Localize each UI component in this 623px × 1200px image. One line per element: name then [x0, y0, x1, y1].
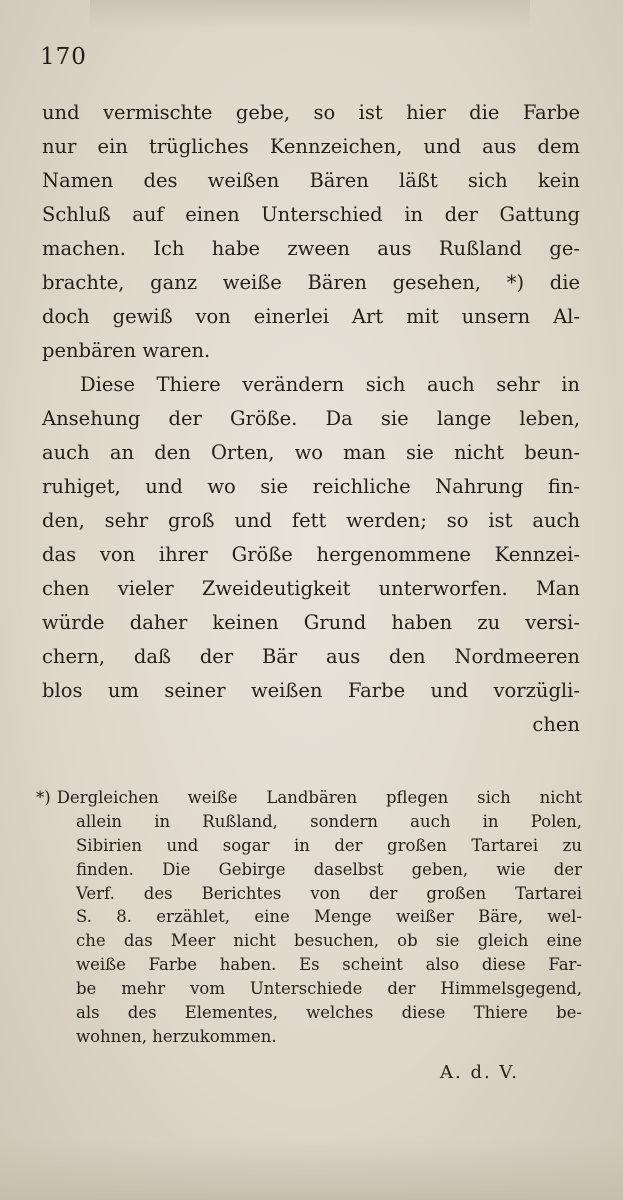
text-line: Ansehung der Größe. Da sie lange leben, [42, 407, 580, 430]
footnote-line [36, 786, 582, 810]
page-number: 170 [40, 44, 87, 70]
text-line: würde daher keinen Grund haben zu versi- [42, 611, 580, 634]
footnote-line: che das Meer nicht besuchen, ob sie gleich eine [76, 931, 582, 951]
text-line: chern, daß der Bär aus den Nordmeeren [42, 645, 580, 668]
footnote-line: weiße Farbe haben. Es scheint also diese Far- [76, 955, 582, 975]
text-line: und vermischte gebe, so ist hier die Farbe [42, 101, 580, 124]
text-line: das von ihrer Größe hergenommene Kennzei- [42, 543, 580, 566]
text-line: penbären waren. [42, 339, 211, 362]
text-line: ruhiget, und wo sie reichliche Nahrung fin- [42, 475, 580, 498]
main-text [42, 96, 580, 742]
text-line: machen. Ich habe zween aus Rußland ge- [42, 237, 580, 260]
text-line: doch gewiß von einerlei Art mit unsern Al- [42, 305, 580, 328]
footnote [36, 786, 582, 1049]
footnote-line: als des Elementes, welches diese Thiere be- [76, 1003, 582, 1023]
text-line: auch an den Orten, wo man sie nicht beun- [42, 441, 580, 464]
text-line: brachte, ganz weiße Bären gesehen, *) die [42, 271, 580, 294]
text-line: Namen des weißen Bären läßt sich kein [42, 169, 580, 192]
text-line: den, sehr groß und fett werden; so ist auch [42, 509, 580, 532]
footnote-line: Verf. des Berichtes von der großen Tartarei [76, 883, 582, 903]
footnote-line: allein in Rußland, sondern auch in Polen, [76, 811, 582, 831]
text-line: chen vieler Zweideutigkeit unterworfen. Man [42, 577, 580, 600]
page-shadow-top [90, 0, 530, 30]
footnote-line: wohnen, herzukommen. [76, 1026, 277, 1046]
page-shadow-bottom [0, 1140, 623, 1200]
footnote-line: finden. Die Gebirge daselbst geben, wie der [76, 859, 582, 879]
text-line: Schluß auf einen Unterschied in der Gattung [42, 203, 580, 226]
catchword: chen [532, 713, 580, 736]
text-line: Diese Thiere verändern sich auch sehr in [80, 373, 580, 396]
footnote-line-text: Dergleichen weiße Landbären pflegen sich nicht [56, 788, 582, 807]
footnote-line: be mehr vom Unterschiede der Himmelsgegend, [76, 979, 582, 999]
text-line: blos um seiner weißen Farbe und vorzügli- [42, 679, 580, 702]
footnote-line: Sibirien und sogar in der großen Tartarei zu [76, 835, 582, 855]
author-signature: A. d. V. [440, 1062, 519, 1083]
footnote-line: S. 8. erzählet, eine Menge weißer Bäre, wel- [76, 907, 582, 927]
text-line: nur ein trügliches Kennzeichen, und aus dem [42, 135, 580, 158]
footnote-marker: *) [36, 788, 51, 807]
